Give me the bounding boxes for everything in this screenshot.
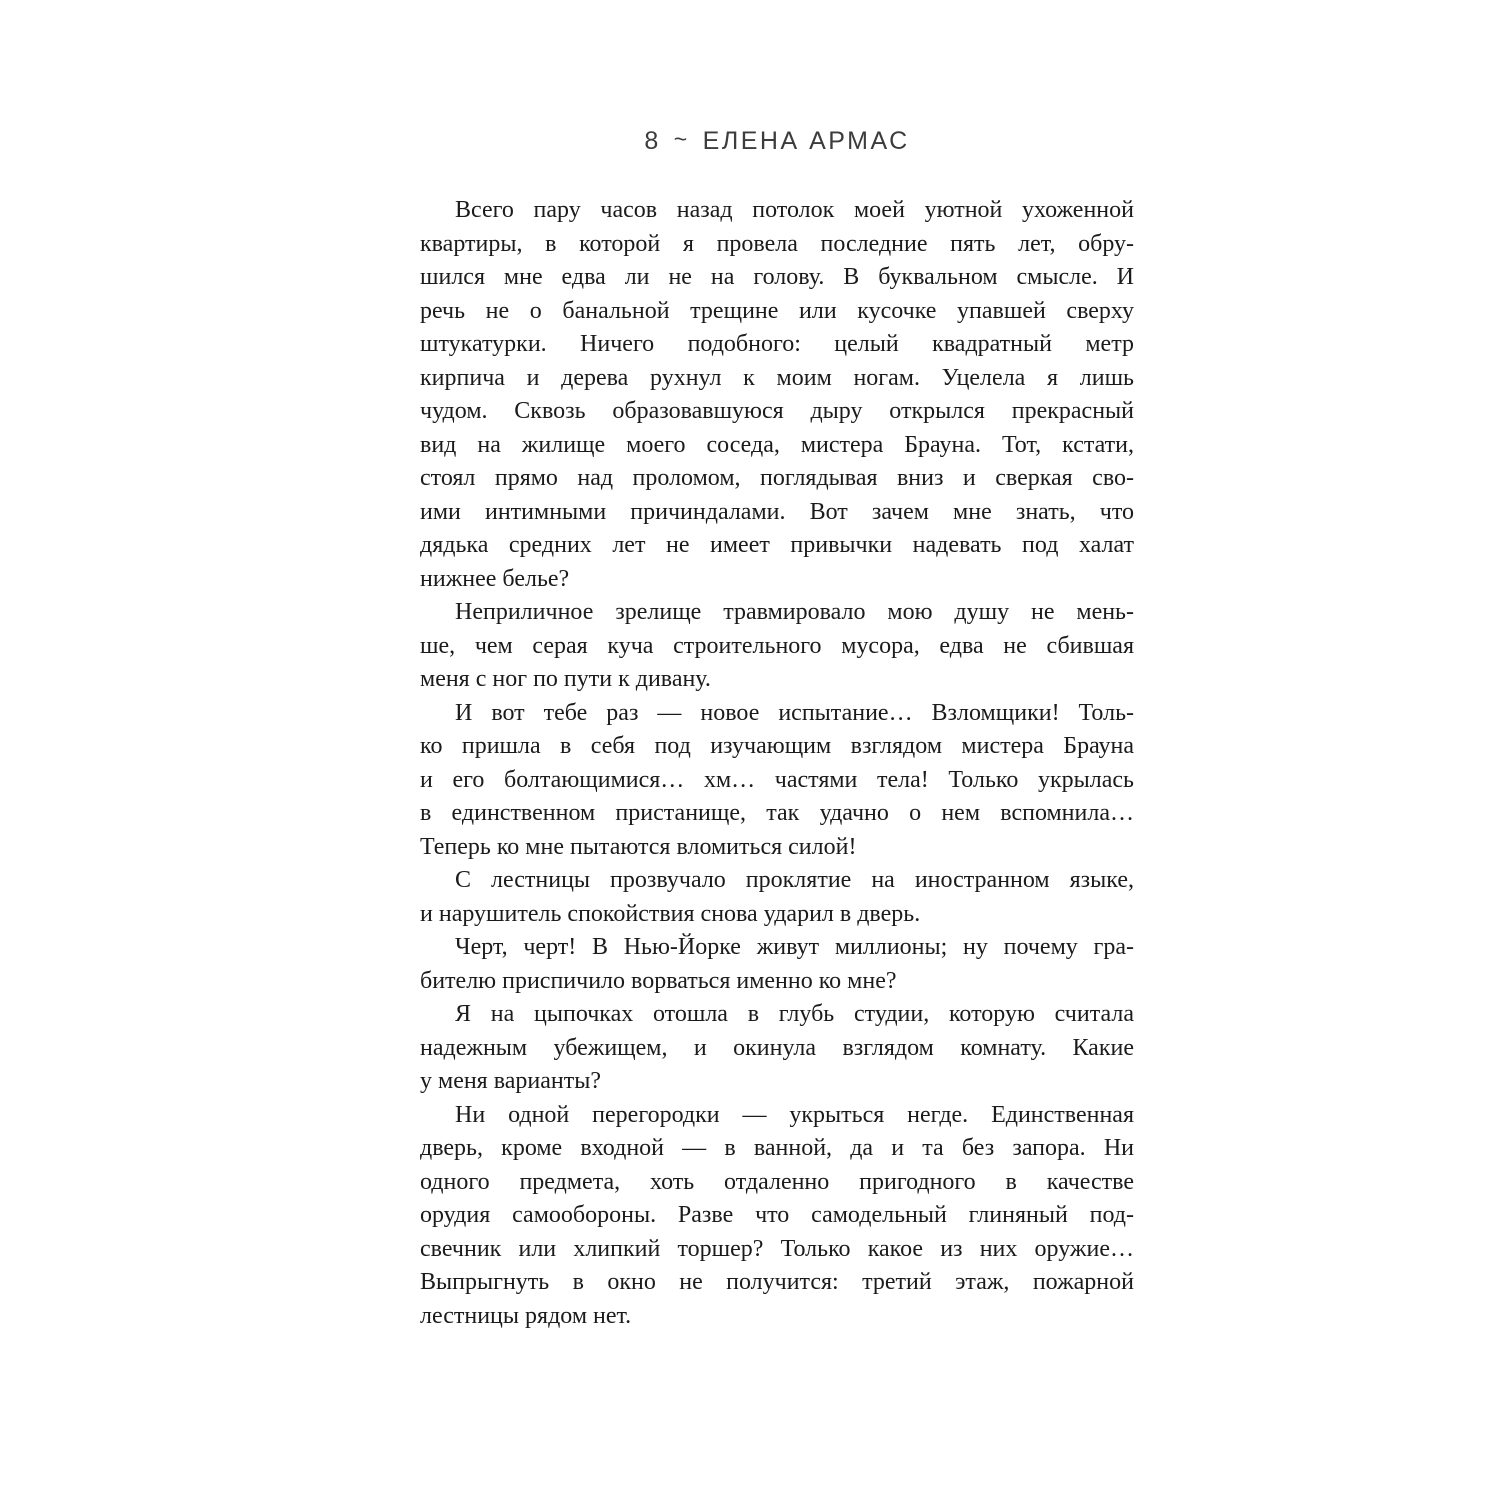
text-line: Выпрыгнуть в окно не получится: третий этаж, пожарной	[420, 1269, 1134, 1295]
text-line: штукатурки. Ничего подобного: целый квадратный метр	[420, 331, 1134, 357]
text-line: орудия самообороны. Разве что самодельный глиняный под-	[420, 1202, 1134, 1228]
paragraph	[420, 194, 1134, 596]
text-line: вид на жилище моего соседа, мистера Брауна. Тот, кстати,	[420, 431, 1134, 458]
text-line: ко пришла в себя под изучающим взглядом мистера Брауна	[420, 733, 1134, 759]
paragraph	[420, 1099, 1134, 1334]
text-line: речь не о банальной трещине или кусочке упавшей сверху	[420, 297, 1134, 324]
text-line: нижнее белье?	[420, 565, 570, 592]
text-line: квартиры, в которой я провела последние пять лет, обру-	[420, 230, 1134, 257]
text-line: свечник или хлипкий торшер? Только какое из них оружие…	[420, 1235, 1134, 1262]
text-line: лестницы рядом нет.	[420, 1302, 632, 1329]
paragraph	[420, 697, 1134, 865]
text-line: в единственном пристанище, так удачно о нем вспомнила…	[420, 800, 1134, 826]
text-line: у меня варианты?	[420, 1068, 601, 1094]
paragraph	[420, 864, 1134, 931]
text-line: Теперь ко мне пытаются вломиться силой!	[420, 833, 857, 860]
text-line: и нарушитель спокойствия снова ударил в дверь.	[420, 900, 921, 927]
text-line: дядька средних лет не имеет привычки надевать под халат	[420, 532, 1134, 558]
paragraph	[420, 596, 1134, 697]
text-line: стоял прямо над проломом, поглядывая вниз и сверкая сво-	[420, 465, 1134, 491]
text-line: Неприличное зрелище травмировало мою душу не мень-	[455, 599, 1134, 625]
text-line: Ни одной перегородки — укрыться негде. Единственная	[455, 1101, 1134, 1128]
text-line: С лестницы прозвучало проклятие на иностранном языке,	[455, 867, 1134, 893]
text-line: чудом. Сквозь образовавшуюся дыру открылся прекрасный	[420, 398, 1134, 424]
running-head	[420, 127, 1134, 156]
text-line: Черт, черт! В Нью-Йорке живут миллионы; ну почему гра-	[455, 934, 1134, 960]
text-line: ше, чем серая куча строительного мусора, едва не сбившая	[420, 632, 1134, 659]
text-line: бителю приспичило ворваться именно ко мне?	[420, 967, 897, 994]
header-separator: ~	[673, 126, 690, 152]
text-line: кирпича и дерева рухнул к моим ногам. Уцелела я лишь	[420, 364, 1134, 391]
text-line: одного предмета, хоть отдаленно пригодного в качестве	[420, 1168, 1134, 1195]
paragraph	[420, 931, 1134, 998]
text-line: шился мне едва ли не на голову. В буквальном смысле. И	[420, 264, 1134, 290]
text-line: И вот тебе раз — новое испытание… Взломщики! Толь-	[455, 699, 1134, 726]
text-line: Всего пару часов назад потолок моей уютной ухоженной	[455, 197, 1134, 223]
text-line: ими интимными причиндалами. Вот зачем мне знать, что	[420, 498, 1134, 525]
text-line: дверь, кроме входной — в ванной, да и та без запора. Ни	[420, 1135, 1134, 1161]
author-name: ЕЛЕНА АРМАС	[702, 127, 910, 155]
text-line: и его болтающимися… хм… частями тела! Только укрылась	[420, 766, 1134, 793]
paragraph	[420, 998, 1134, 1099]
body-text	[420, 194, 1134, 1333]
text-line: меня с ног по пути к дивану.	[420, 666, 711, 692]
page-number: 8	[644, 127, 661, 155]
text-line: Я на цыпочках отошла в глубь студии, которую считала	[455, 1001, 1134, 1027]
text-line: надежным убежищем, и окинула взглядом комнату. Какие	[420, 1034, 1134, 1061]
